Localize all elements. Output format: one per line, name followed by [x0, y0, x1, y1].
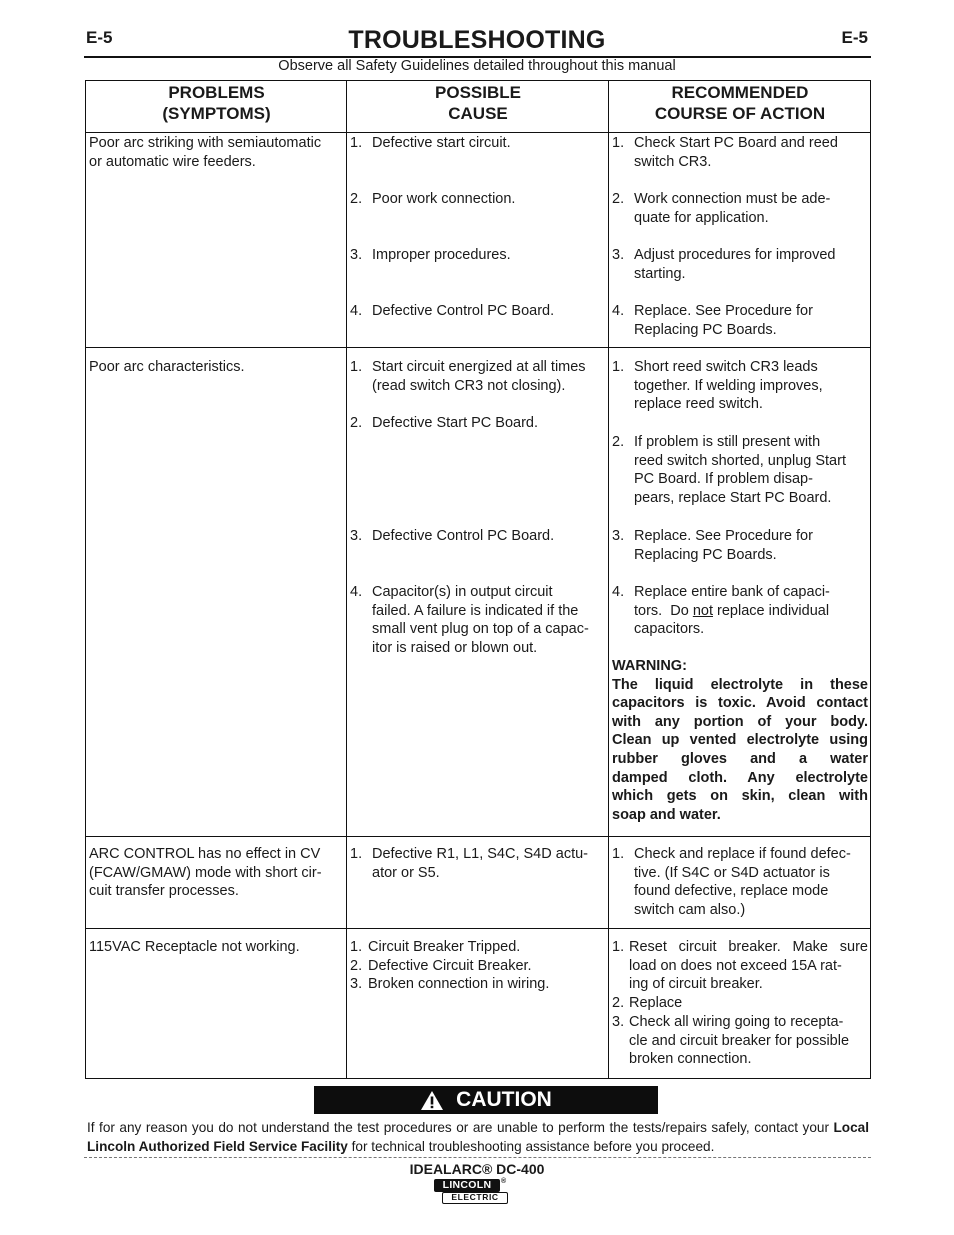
action-cell — [612, 358, 868, 414]
cause-text: (read switch CR3 not closing). — [372, 377, 566, 394]
lincoln-electric-logo — [432, 1179, 512, 1207]
action-cell — [612, 246, 868, 283]
column-divider — [608, 80, 609, 1079]
action-text: cle and circuit breaker for possible — [629, 1032, 850, 1049]
page-code-left: E-5 — [86, 28, 113, 47]
problem-cell — [89, 845, 344, 901]
item-number: 3. — [350, 976, 363, 993]
item-number: 3. — [350, 247, 363, 263]
caution-banner — [314, 1086, 658, 1114]
action-text: Reset circuit breaker. Make sure — [629, 939, 868, 955]
list-item — [612, 845, 868, 920]
page-title: TROUBLESHOOTING — [348, 26, 606, 54]
list-item — [612, 583, 868, 639]
footer-divider — [84, 1157, 871, 1158]
action-text: quate for application. — [634, 209, 769, 226]
caution-text-part1: If for any reason you do not understand the test procedures or are unable to perform the tests/repairs safely, contact your — [87, 1120, 829, 1135]
action-text: found defective, replace mode — [634, 883, 829, 900]
item-number: 1. — [350, 359, 363, 375]
warning-triangle-icon — [420, 1090, 444, 1111]
warning-text: which gets on skin, clean with — [612, 788, 868, 805]
list-item — [350, 975, 606, 994]
header-problems — [87, 82, 346, 124]
list-item — [350, 190, 606, 209]
page-code-right: E-5 — [841, 28, 868, 47]
item-number: 2. — [612, 191, 625, 207]
safety-note: Observe all Safety Guidelines detailed throughout this manual — [278, 58, 676, 74]
item-number: 1. — [350, 846, 363, 862]
item-number: 4. — [612, 303, 625, 319]
warning-text: with any portion of your body. — [612, 713, 868, 730]
item-number: 1. — [612, 939, 625, 955]
header-cause-line2: CAUSE — [448, 104, 508, 123]
list-item — [612, 994, 868, 1013]
column-divider — [346, 80, 347, 1079]
header-action-line1: RECOMMENDED — [671, 83, 809, 102]
item-number: 3. — [350, 528, 363, 544]
action-text: Short reed switch CR3 leads — [634, 359, 818, 375]
problem-text: Poor arc striking with semiautomatic — [89, 135, 322, 151]
item-number: 3. — [612, 1013, 625, 1030]
cause-text: Defective Control PC Board. — [372, 303, 555, 319]
list-item — [350, 845, 606, 882]
cause-cell — [350, 358, 606, 395]
cause-text: ator or S5. — [372, 864, 440, 881]
action-text: Adjust procedures for improved — [634, 247, 836, 263]
action-text: PC Board. If problem disap- — [634, 471, 813, 488]
action-text: Replacing PC Boards. — [634, 321, 777, 338]
list-item — [350, 583, 606, 658]
item-number: 2. — [350, 415, 363, 431]
cause-text: Poor work connection. — [372, 191, 516, 207]
action-cell — [612, 938, 868, 1069]
action-text-underlined: not — [692, 602, 713, 619]
action-text: broken connection. — [629, 1051, 752, 1068]
header-problems-line1: PROBLEMS — [168, 83, 265, 102]
cause-cell — [350, 302, 606, 321]
logo-mark: ® — [501, 1178, 507, 1185]
troubleshooting-table — [85, 80, 871, 1079]
caution-label: CAUTION — [456, 1088, 552, 1111]
problem-text: ARC CONTROL has no effect in CV — [89, 846, 321, 862]
problem-text: Poor arc characteristics. — [89, 359, 245, 375]
item-number: 4. — [350, 584, 363, 600]
row-divider — [85, 347, 871, 348]
action-cell — [612, 583, 868, 639]
action-text: ing of circuit breaker. — [629, 976, 763, 993]
cause-cell — [350, 246, 606, 265]
action-text: Replace entire bank of capaci- — [634, 584, 830, 600]
header-cause-line1: POSSIBLE — [435, 83, 521, 102]
cause-text: Defective Control PC Board. — [372, 528, 555, 544]
action-cell — [612, 302, 868, 339]
cause-cell — [350, 845, 606, 882]
item-number: 3. — [612, 247, 625, 263]
list-item — [612, 134, 868, 171]
item-number: 2. — [612, 995, 625, 1012]
row-divider — [85, 836, 871, 837]
list-item — [612, 358, 868, 414]
action-text: reed switch shorted, unplug Start — [634, 452, 846, 469]
action-text: switch cam also.) — [634, 902, 746, 919]
cause-text: failed. A failure is indicated if the — [372, 602, 579, 619]
item-number: 3. — [612, 528, 625, 544]
action-text: tive. (If S4C or S4D actuator is — [634, 864, 830, 881]
action-text: Check and replace if found defec- — [634, 846, 851, 862]
caution-text-bold: Local Lincoln Authorized Field Service Facility — [87, 1120, 870, 1154]
list-item — [612, 938, 868, 994]
cause-text: Broken connection in wiring. — [368, 976, 550, 993]
cause-cell — [350, 134, 606, 153]
action-cell — [612, 845, 868, 920]
list-item — [350, 938, 606, 957]
problem-cell — [89, 938, 344, 957]
cause-text: Improper procedures. — [372, 247, 511, 263]
item-number: 4. — [612, 584, 625, 600]
action-text: Work connection must be ade- — [634, 191, 831, 207]
item-number: 1. — [612, 846, 625, 862]
item-number: 1. — [612, 359, 625, 375]
list-item — [612, 246, 868, 283]
action-text: tors. Do — [634, 602, 693, 619]
warning-text: soap and water. — [612, 806, 721, 823]
cause-cell — [350, 938, 606, 994]
action-text: replace reed switch. — [634, 396, 763, 413]
action-text: If problem is still present with — [634, 434, 821, 450]
cause-text: itor is raised or blown out. — [372, 640, 538, 657]
item-number: 1. — [350, 135, 363, 151]
cause-text: Circuit Breaker Tripped. — [368, 939, 521, 955]
logo-top: LINCOLN — [434, 1179, 500, 1192]
list-item — [612, 1013, 868, 1069]
row-divider — [85, 928, 871, 929]
problem-cell — [89, 134, 344, 171]
item-number: 2. — [350, 957, 363, 974]
problem-text: cuit transfer processes. — [89, 883, 239, 900]
problem-text: or automatic wire feeders. — [89, 153, 256, 170]
caution-text — [87, 1118, 869, 1156]
list-item — [612, 527, 868, 564]
warning-label: WARNING: — [612, 658, 687, 674]
cause-text: Defective Start PC Board. — [372, 415, 539, 431]
logo-bottom: ELECTRIC — [442, 1192, 508, 1204]
header-rule — [85, 132, 871, 133]
action-text: pears, replace Start PC Board. — [634, 490, 832, 507]
warning-text: capacitors is toxic. Avoid contact — [612, 695, 868, 712]
cause-text: Start circuit energized at all times — [372, 359, 586, 375]
list-item — [350, 957, 606, 976]
cause-cell — [350, 527, 606, 546]
list-item — [612, 190, 868, 227]
header-action — [610, 82, 870, 124]
problem-text: 115VAC Receptacle not working. — [89, 939, 300, 955]
list-item — [350, 358, 606, 395]
action-cell — [612, 527, 868, 564]
list-item — [350, 302, 606, 321]
warning-text: damped cloth. Any electrolyte — [612, 769, 868, 786]
item-number: 1. — [612, 135, 625, 151]
action-text: Check Start PC Board and reed — [634, 135, 838, 151]
action-text: Replace. See Procedure for — [634, 528, 813, 544]
product-name: IDEALARC® DC-400 — [409, 1161, 545, 1177]
cause-text: small vent plug on top of a capac- — [372, 621, 589, 638]
warning-text: Clean up vented electrolyte using — [612, 732, 868, 749]
header-action-line2: COURSE OF ACTION — [654, 104, 826, 123]
action-text: Replace — [629, 995, 683, 1012]
cause-cell — [350, 414, 606, 433]
list-item — [350, 134, 606, 153]
cause-text: Capacitor(s) in output circuit — [372, 584, 553, 600]
warning-text: The liquid electrolyte in these — [612, 676, 868, 693]
action-cell — [612, 433, 868, 508]
cause-cell — [350, 583, 606, 658]
action-text: replace individual — [713, 602, 830, 619]
list-item — [350, 414, 606, 433]
action-text: Replacing PC Boards. — [634, 546, 777, 563]
cause-text: Defective start circuit. — [372, 135, 511, 151]
action-text: Check all wiring going to recepta- — [629, 1013, 844, 1030]
list-item — [612, 433, 868, 508]
action-cell — [612, 190, 868, 227]
warning-block — [612, 657, 868, 824]
item-number: 4. — [350, 303, 363, 319]
item-number: 1. — [350, 939, 363, 955]
caution-text-part2: for technical troubleshooting assistance before you proceed. — [347, 1139, 715, 1154]
action-text: Replace. See Procedure for — [634, 303, 813, 319]
list-item — [350, 527, 606, 546]
warning-text: rubber gloves and a water — [612, 750, 868, 767]
cause-cell — [350, 190, 606, 209]
header-problems-line2: (SYMPTOMS) — [162, 104, 271, 123]
item-number: 2. — [350, 191, 363, 207]
problem-text: (FCAW/GMAW) mode with short cir- — [89, 864, 322, 881]
action-text: starting. — [634, 265, 686, 282]
cause-text: Defective R1, L1, S4C, S4D actu- — [372, 846, 588, 862]
problem-cell — [89, 358, 344, 377]
header-cause — [348, 82, 608, 124]
action-text: switch CR3. — [634, 153, 712, 170]
action-text: together. If welding improves, — [634, 377, 823, 394]
cause-text: Defective Circuit Breaker. — [368, 957, 532, 974]
list-item — [612, 302, 868, 339]
action-cell — [612, 134, 868, 171]
action-text: load on does not exceed 15A rat- — [629, 957, 842, 974]
item-number: 2. — [612, 434, 625, 450]
list-item — [350, 246, 606, 265]
action-text: capacitors. — [634, 621, 705, 638]
